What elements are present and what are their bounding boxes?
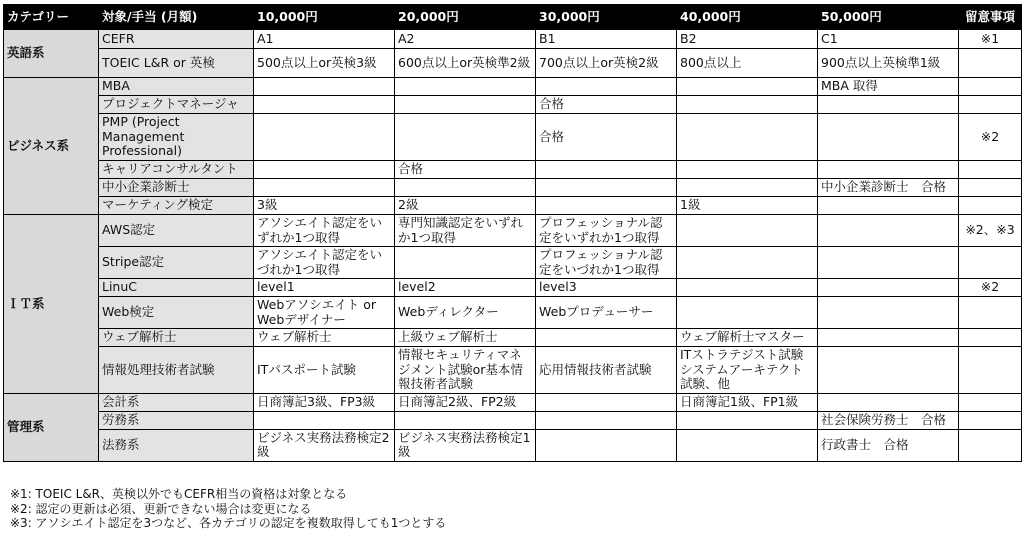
level-5-cell	[818, 114, 959, 161]
level-2-cell: ビジネス実務法務検定1級	[395, 429, 536, 461]
level-5-cell	[818, 347, 959, 394]
note-cell: ※1	[959, 30, 1022, 49]
level-2-cell: 合格	[395, 161, 536, 179]
level-4-cell: B2	[677, 30, 818, 49]
level-2-cell	[395, 78, 536, 96]
table-row	[4, 429, 1022, 461]
note-cell	[959, 393, 1022, 411]
header-category: カテゴリー	[4, 5, 99, 30]
level-5-cell: 900点以上英検準1級	[818, 49, 959, 78]
level-2-cell	[395, 96, 536, 114]
table-row	[4, 279, 1022, 297]
level-4-cell	[677, 114, 818, 161]
item-name-cell: 情報処理技術者試験	[99, 347, 254, 394]
level-4-cell	[677, 96, 818, 114]
table-row	[4, 114, 1022, 161]
level-4-cell	[677, 78, 818, 96]
table-row	[4, 179, 1022, 197]
level-2-cell: 専門知識認定をいずれか1つ取得	[395, 215, 536, 247]
level-2-cell: 上級ウェブ解析士	[395, 329, 536, 347]
level-3-cell: 応用情報技術者試験	[536, 347, 677, 394]
table-row	[4, 161, 1022, 179]
item-name-cell: 法務系	[99, 429, 254, 461]
level-3-cell	[536, 329, 677, 347]
level-5-cell: 中小企業診断士 合格	[818, 179, 959, 197]
header-level-5: 50,000円	[818, 5, 959, 30]
level-1-cell	[254, 78, 395, 96]
level-5-cell	[818, 215, 959, 247]
level-1-cell: 日商簿記3級、FP3級	[254, 393, 395, 411]
level-3-cell: Webプロデューサー	[536, 297, 677, 329]
note-cell	[959, 329, 1022, 347]
level-1-cell: ウェブ解析士	[254, 329, 395, 347]
item-name-cell: PMP (Project Management Professional)	[99, 114, 254, 161]
table-row	[4, 197, 1022, 215]
level-4-cell: 1級	[677, 197, 818, 215]
level-3-cell	[536, 429, 677, 461]
level-2-cell	[395, 247, 536, 279]
level-3-cell	[536, 78, 677, 96]
footnote-1: ※1: TOEIC L&R、英検以外でもCEFR相当の資格は対象となる	[10, 487, 348, 501]
level-3-cell: 合格	[536, 114, 677, 161]
item-name-cell: MBA	[99, 78, 254, 96]
level-1-cell	[254, 114, 395, 161]
level-1-cell: level1	[254, 279, 395, 297]
table-row	[4, 78, 1022, 96]
level-5-cell	[818, 329, 959, 347]
level-5-cell: 社会保険労務士 合格	[818, 411, 959, 429]
level-2-cell: level2	[395, 279, 536, 297]
table-row	[4, 347, 1022, 394]
level-5-cell	[818, 393, 959, 411]
level-2-cell: 2級	[395, 197, 536, 215]
note-cell: ※2、※3	[959, 215, 1022, 247]
level-4-cell	[677, 215, 818, 247]
level-4-cell	[677, 411, 818, 429]
note-cell	[959, 49, 1022, 78]
note-cell	[959, 247, 1022, 279]
level-2-cell: Webディレクター	[395, 297, 536, 329]
level-3-cell: 700点以上or英検2級	[536, 49, 677, 78]
level-4-cell	[677, 297, 818, 329]
item-name-cell: キャリアコンサルタント	[99, 161, 254, 179]
level-1-cell	[254, 411, 395, 429]
level-4-cell: ITストラテジスト試験システムアーキテクト試験、他	[677, 347, 818, 394]
level-4-cell	[677, 161, 818, 179]
item-name-cell: マーケティング検定	[99, 197, 254, 215]
level-4-cell	[677, 247, 818, 279]
header-notes: 留意事項	[959, 5, 1022, 30]
level-2-cell	[395, 114, 536, 161]
note-cell	[959, 96, 1022, 114]
level-1-cell: 500点以上or英検3級	[254, 49, 395, 78]
level-5-cell: MBA 取得	[818, 78, 959, 96]
level-4-cell: ウェブ解析士マスター	[677, 329, 818, 347]
note-cell: ※2	[959, 114, 1022, 161]
category-cell: ＩＴ系	[4, 215, 99, 394]
level-5-cell	[818, 96, 959, 114]
level-1-cell	[254, 179, 395, 197]
note-cell	[959, 429, 1022, 461]
level-1-cell: 3級	[254, 197, 395, 215]
level-3-cell	[536, 411, 677, 429]
level-1-cell: アソシエイト認定をいづれか1つ取得	[254, 247, 395, 279]
level-3-cell: level3	[536, 279, 677, 297]
header-target: 対象/手当 (月額)	[99, 5, 254, 30]
category-cell: 管理系	[4, 393, 99, 461]
item-name-cell: Stripe認定	[99, 247, 254, 279]
level-3-cell: B1	[536, 30, 677, 49]
level-1-cell	[254, 161, 395, 179]
category-cell: 英語系	[4, 30, 99, 78]
level-2-cell: 情報セキュリティマネジメント試験or基本情報技術者試験	[395, 347, 536, 394]
level-4-cell: 日商簿記1級、FP1級	[677, 393, 818, 411]
category-cell: ビジネス系	[4, 78, 99, 215]
table-row	[4, 247, 1022, 279]
level-5-cell	[818, 297, 959, 329]
table-row	[4, 393, 1022, 411]
note-cell	[959, 197, 1022, 215]
item-name-cell: プロジェクトマネージャ	[99, 96, 254, 114]
level-3-cell	[536, 161, 677, 179]
note-cell	[959, 78, 1022, 96]
level-1-cell: A1	[254, 30, 395, 49]
level-5-cell	[818, 247, 959, 279]
level-3-cell	[536, 179, 677, 197]
footnotes	[10, 487, 446, 531]
level-3-cell: プロフェッショナル認定をいづれか1つ取得	[536, 247, 677, 279]
level-2-cell: 600点以上or英検準2級	[395, 49, 536, 78]
table-row	[4, 329, 1022, 347]
item-name-cell: LinuC	[99, 279, 254, 297]
note-cell: ※2	[959, 279, 1022, 297]
note-cell	[959, 347, 1022, 394]
level-4-cell	[677, 279, 818, 297]
level-3-cell: 合格	[536, 96, 677, 114]
level-5-cell	[818, 161, 959, 179]
level-1-cell	[254, 96, 395, 114]
item-name-cell: 会計系	[99, 393, 254, 411]
level-4-cell: 800点以上	[677, 49, 818, 78]
level-5-cell	[818, 279, 959, 297]
item-name-cell: TOEIC L&R or 英検	[99, 49, 254, 78]
level-2-cell: A2	[395, 30, 536, 49]
footnote-2: ※2: 認定の更新は必須、更新できない場合は変更になる	[10, 501, 312, 516]
table-row	[4, 49, 1022, 78]
table-row	[4, 215, 1022, 247]
item-name-cell: 中小企業診断士	[99, 179, 254, 197]
level-4-cell	[677, 179, 818, 197]
table-row	[4, 411, 1022, 429]
item-name-cell: CEFR	[99, 30, 254, 49]
level-3-cell: プロフェッショナル認定をいずれか1つ取得	[536, 215, 677, 247]
level-5-cell: 行政書士 合格	[818, 429, 959, 461]
allowance-table	[3, 4, 1022, 462]
header-level-4: 40,000円	[677, 5, 818, 30]
item-name-cell: ウェブ解析士	[99, 329, 254, 347]
item-name-cell: 労務系	[99, 411, 254, 429]
header-row	[4, 5, 1022, 30]
header-level-3: 30,000円	[536, 5, 677, 30]
header-level-2: 20,000円	[395, 5, 536, 30]
note-cell	[959, 411, 1022, 429]
level-1-cell: ITパスポート試験	[254, 347, 395, 394]
level-5-cell	[818, 197, 959, 215]
table-row	[4, 96, 1022, 114]
level-2-cell	[395, 411, 536, 429]
header-level-1: 10,000円	[254, 5, 395, 30]
level-1-cell: アソシエイト認定をいずれか1つ取得	[254, 215, 395, 247]
level-1-cell: Webアソシエイト or Webデザイナー	[254, 297, 395, 329]
item-name-cell: AWS認定	[99, 215, 254, 247]
note-cell	[959, 161, 1022, 179]
table-row	[4, 30, 1022, 49]
level-4-cell	[677, 429, 818, 461]
note-cell	[959, 179, 1022, 197]
table-row	[4, 297, 1022, 329]
level-2-cell	[395, 179, 536, 197]
item-name-cell: Web検定	[99, 297, 254, 329]
level-1-cell: ビジネス実務法務検定2級	[254, 429, 395, 461]
level-3-cell	[536, 197, 677, 215]
footnote-3: ※3: アソシエイト認定を3つなど、各カテゴリの認定を複数取得しても1つとする	[10, 516, 447, 530]
level-5-cell: C1	[818, 30, 959, 49]
level-2-cell: 日商簿記2級、FP2級	[395, 393, 536, 411]
note-cell	[959, 297, 1022, 329]
level-3-cell	[536, 393, 677, 411]
